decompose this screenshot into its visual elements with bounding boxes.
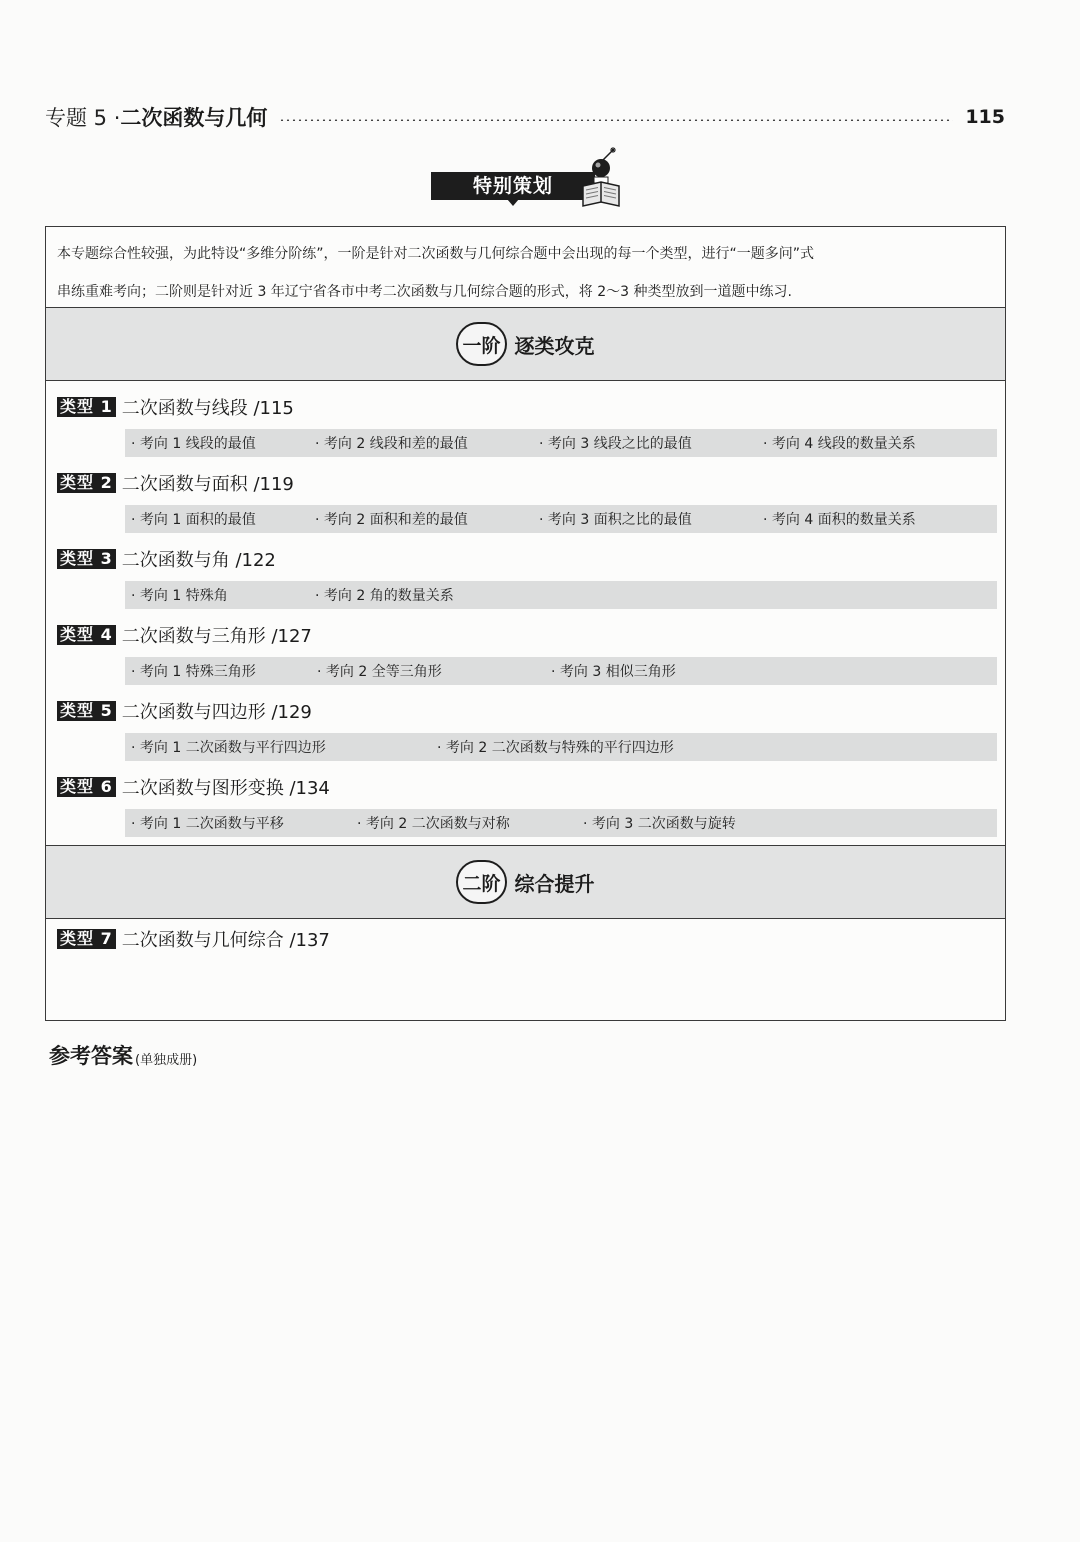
banner-pointer (507, 199, 519, 206)
type-section (46, 771, 1005, 837)
type-section (46, 467, 1005, 533)
direction-bar (125, 581, 997, 609)
type-section (46, 543, 1005, 609)
direction-bar (125, 657, 997, 685)
type-name: 二次函数与面积 /119 (121, 474, 294, 495)
direction-item: · 考向 1 面积的最值 (131, 512, 256, 528)
direction-bar (125, 505, 997, 533)
dot-leader (279, 119, 953, 121)
type-row (46, 695, 1005, 727)
answers-note (49, 1040, 197, 1070)
direction-item: · 考向 3 线段之比的最值 (539, 436, 692, 452)
direction-item: · 考向 2 角的数量关系 (315, 588, 454, 604)
direction-item: · 考向 4 线段的数量关系 (763, 436, 916, 452)
special-plan-banner (431, 146, 623, 210)
direction-bar (125, 809, 997, 837)
topic-label: 专题 5 · (45, 106, 121, 130)
direction-item: · 考向 1 线段的最值 (131, 436, 256, 452)
type-row (46, 619, 1005, 651)
type-name: 二次函数与三角形 /127 (121, 626, 312, 647)
direction-item: · 考向 2 面积和差的最值 (315, 512, 468, 528)
direction-item: · 考向 2 二次函数与对称 (357, 816, 510, 832)
type-row (46, 771, 1005, 803)
direction-item: · 考向 2 线段和差的最值 (315, 436, 468, 452)
direction-item: · 考向 2 二次函数与特殊的平行四边形 (437, 740, 674, 756)
direction-item: · 考向 2 全等三角形 (317, 664, 442, 680)
type-section (46, 391, 1005, 457)
direction-item: · 考向 3 面积之比的最值 (539, 512, 692, 528)
type-badge: 类型 6 (57, 777, 116, 797)
stage-one-badge: 一阶 (456, 322, 506, 366)
intro-paragraph (46, 227, 1005, 307)
type-name: 二次函数与图形变换 /134 (121, 778, 330, 799)
type-name: 二次函数与四边形 /129 (121, 702, 312, 723)
type-name: 二次函数与线段 /115 (121, 398, 294, 419)
type-badge: 类型 7 (57, 929, 116, 949)
type-badge: 类型 2 (57, 473, 116, 493)
type-section (46, 695, 1005, 761)
type-row (46, 543, 1005, 575)
intro-line: 串练重难考向；二阶则是针对近 3 年辽宁省各市中考二次函数与几何综合题的形式，将 2～3 种类型放到一道题中练习. (57, 284, 792, 300)
intro-line: 本专题综合性较强，为此特设“多维分阶练”，一阶是针对二次函数与几何综合题中会出现的每一个类型，进行“一题多问”式 (57, 246, 815, 262)
direction-item: · 考向 1 特殊三角形 (131, 664, 256, 680)
answers-note-text: (单独成册) (135, 1053, 198, 1068)
stage-two-band (46, 845, 1005, 919)
direction-item: · 考向 1 特殊角 (131, 588, 228, 604)
type-badge: 类型 4 (57, 625, 116, 645)
direction-bar (125, 733, 997, 761)
type-name: 二次函数与角 /122 (121, 550, 276, 571)
page-header (45, 100, 1005, 134)
direction-item: · 考向 3 相似三角形 (551, 664, 676, 680)
stage-one-band (46, 307, 1005, 381)
stage-two-badge: 二阶 (456, 860, 506, 904)
answers-title: 参考答案 (49, 1044, 133, 1068)
direction-item: · 考向 3 二次函数与旋转 (583, 816, 736, 832)
content-frame (45, 226, 1006, 1021)
page-number: 115 (965, 106, 1005, 128)
direction-item: · 考向 4 面积的数量关系 (763, 512, 916, 528)
direction-item: · 考向 1 二次函数与平行四边形 (131, 740, 326, 756)
book-icon (581, 146, 623, 210)
type-row (46, 467, 1005, 499)
type-section (46, 619, 1005, 685)
type-name: 二次函数与几何综合 /137 (121, 930, 330, 951)
type-badge: 类型 5 (57, 701, 116, 721)
direction-bar (125, 429, 997, 457)
stage-two-title: 综合提升 (514, 871, 595, 896)
topic-title: 二次函数与几何 (120, 106, 268, 130)
type-badge: 类型 3 (57, 549, 116, 569)
special-plan-label: 特别策划 (431, 172, 595, 200)
stage-one-title: 逐类攻克 (514, 333, 595, 358)
type-badge: 类型 1 (57, 397, 116, 417)
type-row (46, 923, 1005, 955)
direction-item: · 考向 1 二次函数与平移 (131, 816, 284, 832)
type-row (46, 391, 1005, 423)
